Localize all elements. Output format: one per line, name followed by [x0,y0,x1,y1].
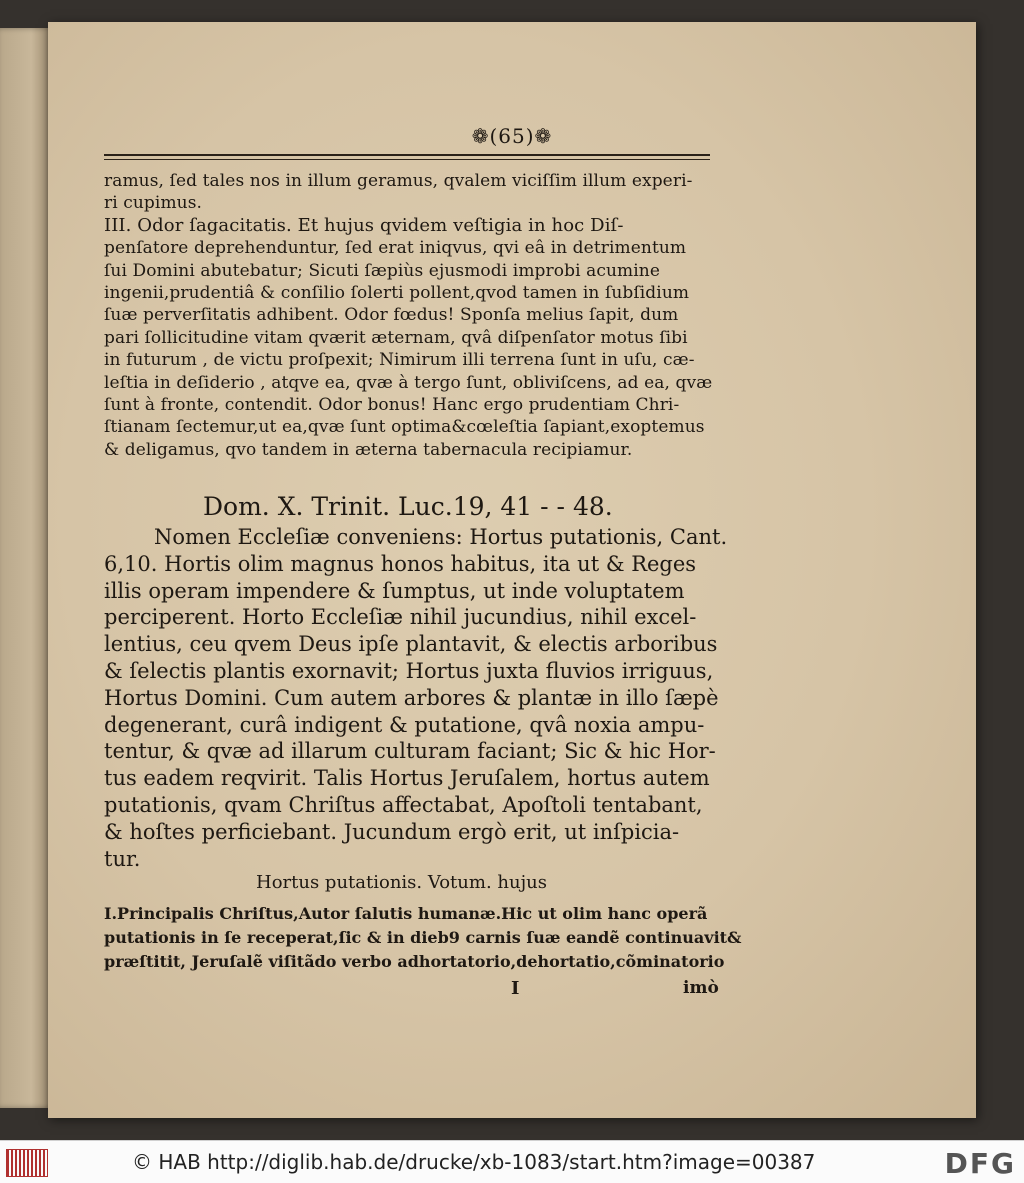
text-line: & hoſtes perficiebant. Jucundum ergò erit, ut inſpicia- [104,819,680,844]
text-line: ſui Domini abutebatur; Sicuti ſæpiùs ejusmodi improbi acumine [104,260,660,281]
book-page [48,22,976,1118]
text-line: ramus, ſed tales nos in illum geramus, qvalem viciſſim illum experi- [104,171,693,191]
text-line: ſuæ perverſitatis adhibent. Odor fœdus! Sponſa melius ſapit, dum [104,305,679,326]
text-line: præſtitit, Jeruſalẽ viſitãdo verbo adhortatorio,dehortatio,cõminatorio [104,952,725,971]
text-line: degenerant, curâ indigent & putatione, qvâ noxia ampu- [104,712,705,737]
text-line: & deligamus, qvo tandem in æterna tabernacula recipiamur. [104,439,633,460]
text-line: ri cupimus. [104,193,203,214]
text-line: leſtia in deſiderio , atqve ea, qvæ à tergo ſunt, obliviſcens, ad ea, qvæ [104,372,713,393]
text-line: pari ſollicitudine vitam qværit æternam, qvâ diſpenſator motus ſibi [104,327,688,348]
text-line: perciperent. Horto Eccleſiæ nihil jucundius, nihil excel- [104,605,697,630]
footer-bar [0,1140,1024,1183]
header-rule [104,154,710,160]
text-line: tentur, & qvæ ad illarum culturam faciant; Sic & hic Hor- [104,739,716,764]
text-line: tur. [104,846,141,871]
text-line: ſunt à fronte, contendit. Odor bonus! Hanc ergo prudentiam Chri- [104,395,680,416]
signature-mark: I [511,978,520,999]
text-line: Hortus Domini. Cum autem arbores & plantæ in illo ſæpè [104,685,719,710]
paragraph-main [104,524,938,872]
text-line: Nomen Eccleſiæ conveniens: Hortus putationis, Cant. [154,525,728,549]
library-logo-icon [6,1149,48,1177]
copyright-url[interactable]: © HAB http://diglib.hab.de/drucke/xb-1083/start.htm?image=00387 [132,1150,816,1174]
paragraph-top [104,170,938,461]
text-line: ſtianam ſectemur,ut ea,qvæ ſunt optima&cœleſtia ſapiant,exoptemus [104,417,705,438]
catchword: imò [683,978,719,998]
text-line: lentius, ceu qvem Deus ipſe plantavit, & electis arboribus [104,632,718,657]
text-line: tus eadem reqvirit. Talis Hortus Jeruſalem, hortus autem [104,766,710,791]
text-line: I.Principalis Chriſtus,Autor ſalutis humanæ.Hic ut olim hanc operã [104,904,708,923]
text-line: illis operam impendere & ſumptus, ut inde voluptatem [104,578,685,603]
dfg-logo: DFG [944,1147,1016,1180]
text-line: & ſelectis plantis exornavit; Hortus juxta fluvios irriguus, [104,658,714,683]
text-line: 6,10. Hortis olim magnus honos habitus, ita ut & Reges [104,551,697,576]
left-page-edges [0,28,52,1108]
subheading: Hortus putationis. Votum. hujus [256,872,547,893]
text-line: ingenii,prudentiâ & conſilio ſolerti pollent,qvod tamen in ſubſidium [104,283,690,304]
text-line: penſatore deprehenduntur, ſed erat iniqvus, qvi eâ in detrimentum [104,238,687,259]
text-line: putationis in ſe receperat,ſic & in dieb9 carnis ſuæ eandẽ continuavit& [104,928,742,947]
text-line: III. Odor ſagacitatis. Et hujus qvidem veſtigia in hoc Diſ- [104,214,624,236]
text-line: putationis, qvam Chriſtus affectabat, Apoſtoli tentabant, [104,792,703,817]
paragraph-bottom [104,902,938,974]
section-heading: Dom. X. Trinit. Luc.19, 41 - - 48. [203,492,613,521]
text-line: in futurum , de victu proſpexit; Nimirum illi terrena ſunt in uſu, cæ- [104,350,695,371]
page-number: ❁(65)❁ [471,124,553,148]
